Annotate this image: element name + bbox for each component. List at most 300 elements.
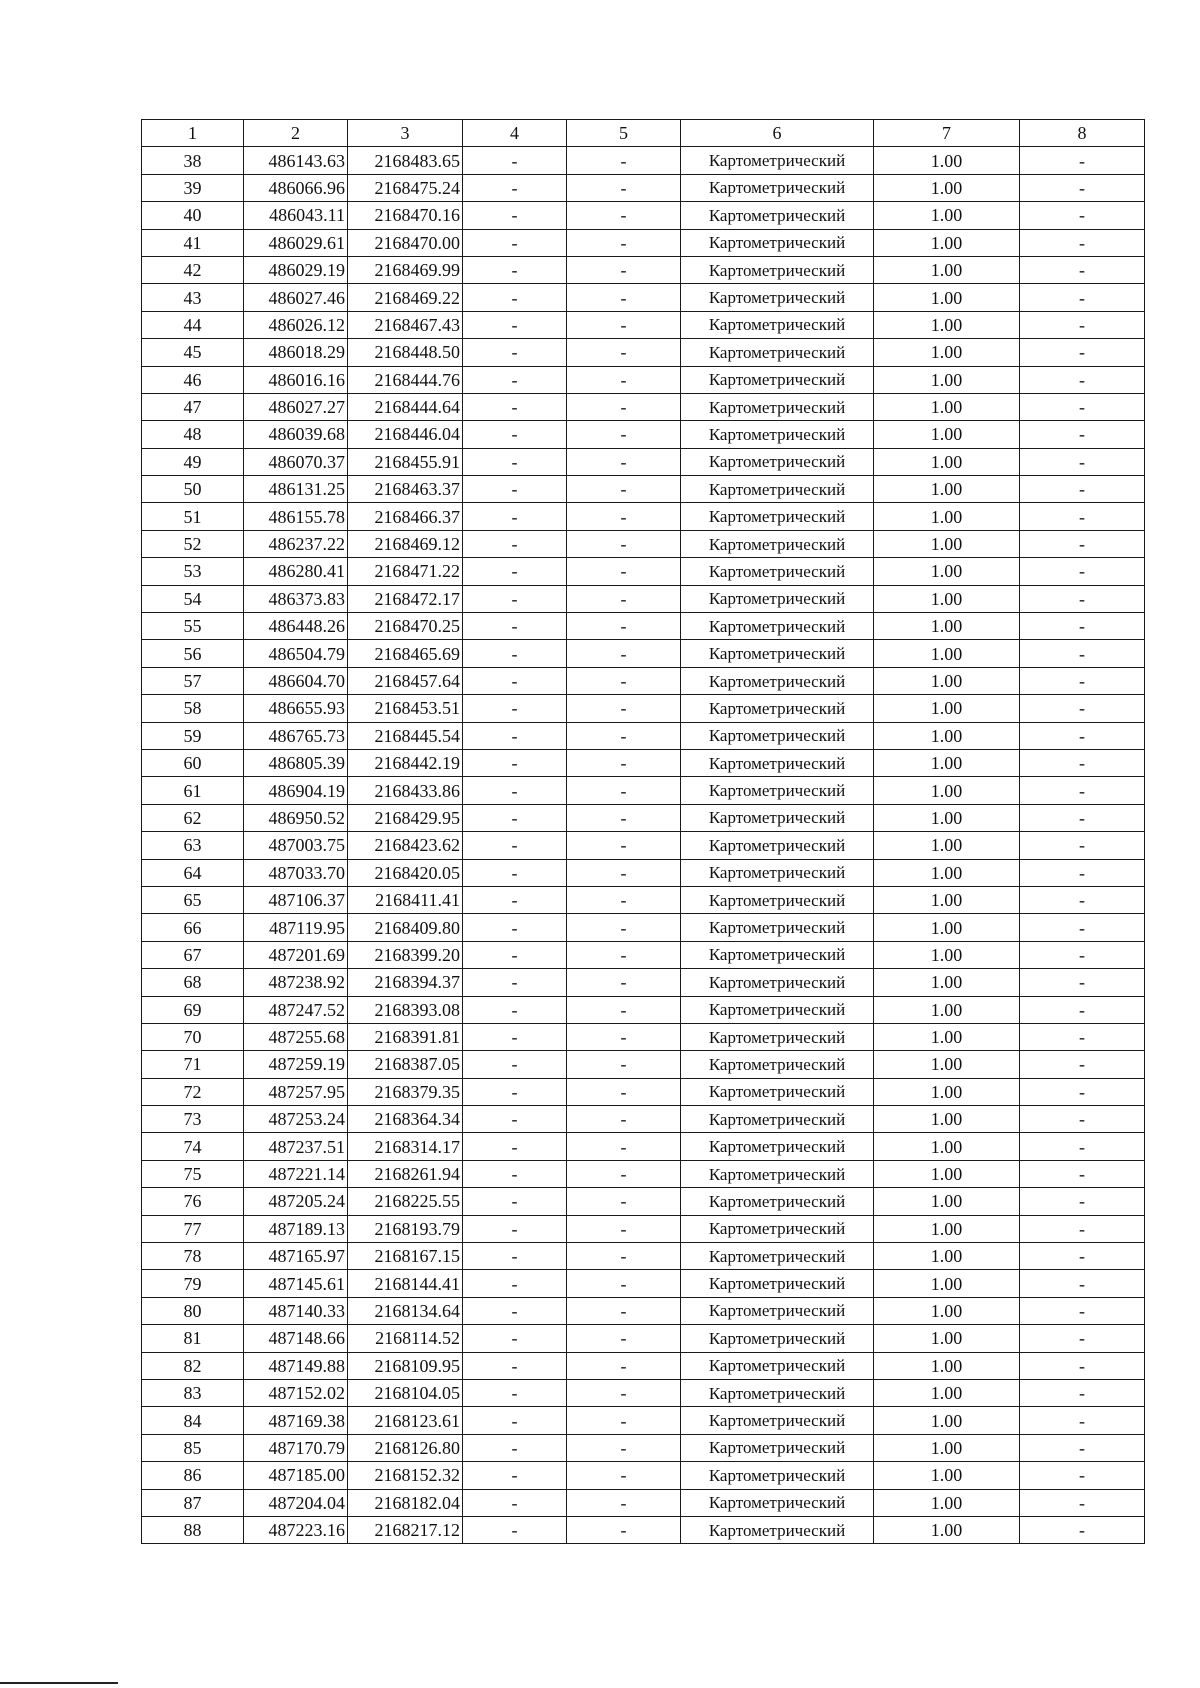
column-4-cell: - — [463, 1434, 567, 1461]
column-5-cell: - — [567, 749, 681, 776]
column-4-cell: - — [463, 749, 567, 776]
x-coordinate-cell: 487165.97 — [244, 1243, 348, 1270]
table-row — [142, 339, 1145, 366]
column-5-cell: - — [567, 229, 681, 256]
point-number-cell: 71 — [142, 1051, 244, 1078]
column-4-cell: - — [463, 421, 567, 448]
column-5-cell: - — [567, 366, 681, 393]
column-5-cell: - — [567, 1270, 681, 1297]
y-coordinate-cell: 2168217.12 — [348, 1516, 463, 1543]
accuracy-cell: 1.00 — [874, 1434, 1020, 1461]
column-4-cell: - — [463, 530, 567, 557]
y-coordinate-cell: 2168457.64 — [348, 667, 463, 694]
accuracy-cell: 1.00 — [874, 421, 1020, 448]
method-cell: Картометрический — [681, 393, 874, 420]
point-number-cell: 58 — [142, 695, 244, 722]
column-5-cell: - — [567, 448, 681, 475]
column-8-cell: - — [1020, 174, 1145, 201]
table-row — [142, 393, 1145, 420]
column-4-cell: - — [463, 667, 567, 694]
accuracy-cell: 1.00 — [874, 585, 1020, 612]
accuracy-cell: 1.00 — [874, 1215, 1020, 1242]
table-row — [142, 1297, 1145, 1324]
accuracy-cell: 1.00 — [874, 749, 1020, 776]
column-5-cell: - — [567, 174, 681, 201]
point-number-cell: 79 — [142, 1270, 244, 1297]
table-row — [142, 1516, 1145, 1543]
y-coordinate-cell: 2168444.64 — [348, 393, 463, 420]
point-number-cell: 62 — [142, 804, 244, 831]
column-5-cell: - — [567, 667, 681, 694]
method-cell: Картометрический — [681, 1078, 874, 1105]
column-4-cell: - — [463, 1106, 567, 1133]
column-8-cell: - — [1020, 448, 1145, 475]
y-coordinate-cell: 2168193.79 — [348, 1215, 463, 1242]
x-coordinate-cell: 487185.00 — [244, 1462, 348, 1489]
column-5-cell: - — [567, 1297, 681, 1324]
x-coordinate-cell: 487255.68 — [244, 1023, 348, 1050]
accuracy-cell: 1.00 — [874, 1051, 1020, 1078]
y-coordinate-cell: 2168144.41 — [348, 1270, 463, 1297]
accuracy-cell: 1.00 — [874, 1379, 1020, 1406]
column-8-cell: - — [1020, 503, 1145, 530]
column-5-cell: - — [567, 996, 681, 1023]
column-8-cell: - — [1020, 256, 1145, 283]
column-5-cell: - — [567, 476, 681, 503]
table-row — [142, 804, 1145, 831]
column-5-cell: - — [567, 1462, 681, 1489]
column-4-cell: - — [463, 1215, 567, 1242]
column-4-cell: - — [463, 1133, 567, 1160]
x-coordinate-cell: 487149.88 — [244, 1352, 348, 1379]
y-coordinate-cell: 2168471.22 — [348, 558, 463, 585]
accuracy-cell: 1.00 — [874, 996, 1020, 1023]
method-cell: Картометрический — [681, 174, 874, 201]
column-5-cell: - — [567, 613, 681, 640]
column-8-cell: - — [1020, 1051, 1145, 1078]
y-coordinate-cell: 2168104.05 — [348, 1379, 463, 1406]
y-coordinate-cell: 2168445.54 — [348, 722, 463, 749]
table-row — [142, 1023, 1145, 1050]
y-coordinate-cell: 2168387.05 — [348, 1051, 463, 1078]
column-4-cell: - — [463, 777, 567, 804]
table-row — [142, 695, 1145, 722]
point-number-cell: 38 — [142, 147, 244, 174]
y-coordinate-cell: 2168444.76 — [348, 366, 463, 393]
column-8-cell: - — [1020, 1215, 1145, 1242]
y-coordinate-cell: 2168448.50 — [348, 339, 463, 366]
column-8-cell: - — [1020, 1188, 1145, 1215]
method-cell: Картометрический — [681, 256, 874, 283]
column-8-cell: - — [1020, 1160, 1145, 1187]
column-5-cell: - — [567, 1325, 681, 1352]
method-cell: Картометрический — [681, 749, 874, 776]
x-coordinate-cell: 486155.78 — [244, 503, 348, 530]
y-coordinate-cell: 2168423.62 — [348, 832, 463, 859]
point-number-cell: 68 — [142, 969, 244, 996]
method-cell: Картометрический — [681, 695, 874, 722]
method-cell: Картометрический — [681, 1023, 874, 1050]
y-coordinate-cell: 2168469.12 — [348, 530, 463, 557]
y-coordinate-cell: 2168152.32 — [348, 1462, 463, 1489]
method-cell: Картометрический — [681, 1489, 874, 1516]
table-row — [142, 1243, 1145, 1270]
column-8-cell: - — [1020, 1297, 1145, 1324]
table-row — [142, 147, 1145, 174]
point-number-cell: 84 — [142, 1407, 244, 1434]
column-4-cell: - — [463, 503, 567, 530]
table-row — [142, 1270, 1145, 1297]
method-cell: Картометрический — [681, 613, 874, 640]
x-coordinate-cell: 486143.63 — [244, 147, 348, 174]
method-cell: Картометрический — [681, 804, 874, 831]
column-4-cell: - — [463, 695, 567, 722]
y-coordinate-cell: 2168409.80 — [348, 914, 463, 941]
method-cell: Картометрический — [681, 1160, 874, 1187]
accuracy-cell: 1.00 — [874, 256, 1020, 283]
point-number-cell: 66 — [142, 914, 244, 941]
column-8-cell: - — [1020, 832, 1145, 859]
column-4-cell: - — [463, 476, 567, 503]
column-8-cell: - — [1020, 339, 1145, 366]
point-number-cell: 82 — [142, 1352, 244, 1379]
column-8-cell: - — [1020, 1434, 1145, 1461]
point-number-cell: 61 — [142, 777, 244, 804]
table-row — [142, 1489, 1145, 1516]
column-8-cell: - — [1020, 393, 1145, 420]
column-4-cell: - — [463, 722, 567, 749]
column-8-cell: - — [1020, 969, 1145, 996]
x-coordinate-cell: 487003.75 — [244, 832, 348, 859]
column-5-cell: - — [567, 147, 681, 174]
y-coordinate-cell: 2168472.17 — [348, 585, 463, 612]
point-number-cell: 49 — [142, 448, 244, 475]
column-header: 1 — [142, 120, 244, 147]
accuracy-cell: 1.00 — [874, 941, 1020, 968]
accuracy-cell: 1.00 — [874, 914, 1020, 941]
column-header: 2 — [244, 120, 348, 147]
column-5-cell: - — [567, 339, 681, 366]
accuracy-cell: 1.00 — [874, 1297, 1020, 1324]
point-number-cell: 73 — [142, 1106, 244, 1133]
column-4-cell: - — [463, 311, 567, 338]
column-4-cell: - — [463, 1407, 567, 1434]
column-4-cell: - — [463, 1078, 567, 1105]
x-coordinate-cell: 487204.04 — [244, 1489, 348, 1516]
table-row — [142, 1352, 1145, 1379]
method-cell: Картометрический — [681, 1462, 874, 1489]
method-cell: Картометрический — [681, 1106, 874, 1133]
column-8-cell: - — [1020, 1352, 1145, 1379]
method-cell: Картометрический — [681, 1297, 874, 1324]
table-row — [142, 256, 1145, 283]
column-5-cell: - — [567, 1434, 681, 1461]
accuracy-cell: 1.00 — [874, 859, 1020, 886]
column-5-cell: - — [567, 256, 681, 283]
column-4-cell: - — [463, 613, 567, 640]
method-cell: Картометрический — [681, 1325, 874, 1352]
column-4-cell: - — [463, 1023, 567, 1050]
method-cell: Картометрический — [681, 530, 874, 557]
x-coordinate-cell: 486018.29 — [244, 339, 348, 366]
column-5-cell: - — [567, 202, 681, 229]
table-row — [142, 558, 1145, 585]
column-4-cell: - — [463, 941, 567, 968]
column-8-cell: - — [1020, 1133, 1145, 1160]
column-4-cell: - — [463, 256, 567, 283]
table-row — [142, 749, 1145, 776]
column-5-cell: - — [567, 421, 681, 448]
accuracy-cell: 1.00 — [874, 804, 1020, 831]
method-cell: Картометрический — [681, 202, 874, 229]
column-8-cell: - — [1020, 941, 1145, 968]
header-row — [142, 120, 1145, 147]
point-number-cell: 44 — [142, 311, 244, 338]
accuracy-cell: 1.00 — [874, 969, 1020, 996]
accuracy-cell: 1.00 — [874, 1462, 1020, 1489]
x-coordinate-cell: 487247.52 — [244, 996, 348, 1023]
column-8-cell: - — [1020, 284, 1145, 311]
y-coordinate-cell: 2168483.65 — [348, 147, 463, 174]
point-number-cell: 43 — [142, 284, 244, 311]
point-number-cell: 53 — [142, 558, 244, 585]
point-number-cell: 59 — [142, 722, 244, 749]
column-8-cell: - — [1020, 530, 1145, 557]
column-8-cell: - — [1020, 914, 1145, 941]
method-cell: Картометрический — [681, 914, 874, 941]
column-5-cell: - — [567, 1160, 681, 1187]
accuracy-cell: 1.00 — [874, 147, 1020, 174]
column-5-cell: - — [567, 914, 681, 941]
column-5-cell: - — [567, 1051, 681, 1078]
column-header: 3 — [348, 120, 463, 147]
column-4-cell: - — [463, 1297, 567, 1324]
point-number-cell: 87 — [142, 1489, 244, 1516]
x-coordinate-cell: 486655.93 — [244, 695, 348, 722]
y-coordinate-cell: 2168470.16 — [348, 202, 463, 229]
column-8-cell: - — [1020, 1407, 1145, 1434]
table-body — [142, 147, 1145, 1544]
y-coordinate-cell: 2168446.04 — [348, 421, 463, 448]
column-8-cell: - — [1020, 421, 1145, 448]
column-4-cell: - — [463, 1160, 567, 1187]
column-5-cell: - — [567, 393, 681, 420]
table-row — [142, 996, 1145, 1023]
column-8-cell: - — [1020, 147, 1145, 174]
method-cell: Картометрический — [681, 339, 874, 366]
accuracy-cell: 1.00 — [874, 777, 1020, 804]
x-coordinate-cell: 486016.16 — [244, 366, 348, 393]
accuracy-cell: 1.00 — [874, 1270, 1020, 1297]
column-8-cell: - — [1020, 667, 1145, 694]
column-4-cell: - — [463, 1188, 567, 1215]
point-number-cell: 81 — [142, 1325, 244, 1352]
footnote-divider — [0, 1682, 118, 1684]
method-cell: Картометрический — [681, 667, 874, 694]
y-coordinate-cell: 2168455.91 — [348, 448, 463, 475]
column-header: 6 — [681, 120, 874, 147]
accuracy-cell: 1.00 — [874, 1078, 1020, 1105]
column-4-cell: - — [463, 832, 567, 859]
y-coordinate-cell: 2168469.99 — [348, 256, 463, 283]
column-4-cell: - — [463, 1051, 567, 1078]
point-number-cell: 83 — [142, 1379, 244, 1406]
column-header: 4 — [463, 120, 567, 147]
column-5-cell: - — [567, 311, 681, 338]
column-header: 5 — [567, 120, 681, 147]
column-5-cell: - — [567, 832, 681, 859]
point-number-cell: 88 — [142, 1516, 244, 1543]
accuracy-cell: 1.00 — [874, 503, 1020, 530]
table-row — [142, 1434, 1145, 1461]
table-row — [142, 914, 1145, 941]
point-number-cell: 67 — [142, 941, 244, 968]
column-4-cell: - — [463, 1489, 567, 1516]
y-coordinate-cell: 2168467.43 — [348, 311, 463, 338]
x-coordinate-cell: 486131.25 — [244, 476, 348, 503]
y-coordinate-cell: 2168134.64 — [348, 1297, 463, 1324]
column-4-cell: - — [463, 1379, 567, 1406]
x-coordinate-cell: 487253.24 — [244, 1106, 348, 1133]
accuracy-cell: 1.00 — [874, 476, 1020, 503]
table-row — [142, 421, 1145, 448]
x-coordinate-cell: 487152.02 — [244, 1379, 348, 1406]
y-coordinate-cell: 2168429.95 — [348, 804, 463, 831]
accuracy-cell: 1.00 — [874, 1133, 1020, 1160]
y-coordinate-cell: 2168463.37 — [348, 476, 463, 503]
x-coordinate-cell: 486904.19 — [244, 777, 348, 804]
point-number-cell: 41 — [142, 229, 244, 256]
column-5-cell: - — [567, 886, 681, 913]
column-8-cell: - — [1020, 777, 1145, 804]
column-5-cell: - — [567, 1078, 681, 1105]
accuracy-cell: 1.00 — [874, 393, 1020, 420]
x-coordinate-cell: 486950.52 — [244, 804, 348, 831]
x-coordinate-cell: 487169.38 — [244, 1407, 348, 1434]
column-8-cell: - — [1020, 585, 1145, 612]
y-coordinate-cell: 2168420.05 — [348, 859, 463, 886]
table-row — [142, 941, 1145, 968]
table-row — [142, 284, 1145, 311]
column-8-cell: - — [1020, 996, 1145, 1023]
y-coordinate-cell: 2168466.37 — [348, 503, 463, 530]
y-coordinate-cell: 2168442.19 — [348, 749, 463, 776]
column-4-cell: - — [463, 229, 567, 256]
method-cell: Картометрический — [681, 585, 874, 612]
method-cell: Картометрический — [681, 969, 874, 996]
column-8-cell: - — [1020, 229, 1145, 256]
point-number-cell: 74 — [142, 1133, 244, 1160]
method-cell: Картометрический — [681, 448, 874, 475]
table-row — [142, 1160, 1145, 1187]
point-number-cell: 86 — [142, 1462, 244, 1489]
y-coordinate-cell: 2168225.55 — [348, 1188, 463, 1215]
accuracy-cell: 1.00 — [874, 284, 1020, 311]
column-5-cell: - — [567, 1243, 681, 1270]
y-coordinate-cell: 2168364.34 — [348, 1106, 463, 1133]
point-number-cell: 76 — [142, 1188, 244, 1215]
column-5-cell: - — [567, 969, 681, 996]
method-cell: Картометрический — [681, 1243, 874, 1270]
accuracy-cell: 1.00 — [874, 1106, 1020, 1133]
column-5-cell: - — [567, 1352, 681, 1379]
point-number-cell: 55 — [142, 613, 244, 640]
point-number-cell: 54 — [142, 585, 244, 612]
column-8-cell: - — [1020, 1325, 1145, 1352]
x-coordinate-cell: 487145.61 — [244, 1270, 348, 1297]
column-8-cell: - — [1020, 804, 1145, 831]
column-8-cell: - — [1020, 695, 1145, 722]
point-number-cell: 65 — [142, 886, 244, 913]
column-5-cell: - — [567, 530, 681, 557]
accuracy-cell: 1.00 — [874, 886, 1020, 913]
column-8-cell: - — [1020, 558, 1145, 585]
x-coordinate-cell: 487201.69 — [244, 941, 348, 968]
table-row — [142, 585, 1145, 612]
accuracy-cell: 1.00 — [874, 667, 1020, 694]
accuracy-cell: 1.00 — [874, 229, 1020, 256]
x-coordinate-cell: 486027.27 — [244, 393, 348, 420]
table-row — [142, 722, 1145, 749]
accuracy-cell: 1.00 — [874, 530, 1020, 557]
point-number-cell: 50 — [142, 476, 244, 503]
column-5-cell: - — [567, 503, 681, 530]
table-row — [142, 1078, 1145, 1105]
method-cell: Картометрический — [681, 1270, 874, 1297]
accuracy-cell: 1.00 — [874, 1352, 1020, 1379]
accuracy-cell: 1.00 — [874, 202, 1020, 229]
method-cell: Картометрический — [681, 886, 874, 913]
point-number-cell: 39 — [142, 174, 244, 201]
x-coordinate-cell: 486027.46 — [244, 284, 348, 311]
column-8-cell: - — [1020, 1462, 1145, 1489]
method-cell: Картометрический — [681, 1188, 874, 1215]
column-8-cell: - — [1020, 1078, 1145, 1105]
x-coordinate-cell: 486373.83 — [244, 585, 348, 612]
y-coordinate-cell: 2168126.80 — [348, 1434, 463, 1461]
x-coordinate-cell: 486448.26 — [244, 613, 348, 640]
x-coordinate-cell: 487259.19 — [244, 1051, 348, 1078]
accuracy-cell: 1.00 — [874, 1160, 1020, 1187]
y-coordinate-cell: 2168394.37 — [348, 969, 463, 996]
method-cell: Картометрический — [681, 147, 874, 174]
x-coordinate-cell: 486765.73 — [244, 722, 348, 749]
table-row — [142, 229, 1145, 256]
column-8-cell: - — [1020, 476, 1145, 503]
method-cell: Картометрический — [681, 558, 874, 585]
point-number-cell: 70 — [142, 1023, 244, 1050]
point-number-cell: 64 — [142, 859, 244, 886]
column-5-cell: - — [567, 1023, 681, 1050]
column-4-cell: - — [463, 585, 567, 612]
method-cell: Картометрический — [681, 996, 874, 1023]
column-5-cell: - — [567, 1489, 681, 1516]
point-number-cell: 51 — [142, 503, 244, 530]
method-cell: Картометрический — [681, 722, 874, 749]
column-header: 7 — [874, 120, 1020, 147]
accuracy-cell: 1.00 — [874, 832, 1020, 859]
method-cell: Картометрический — [681, 640, 874, 667]
coordinates-table — [141, 119, 1145, 1544]
column-4-cell: - — [463, 886, 567, 913]
column-4-cell: - — [463, 339, 567, 366]
x-coordinate-cell: 487257.95 — [244, 1078, 348, 1105]
column-4-cell: - — [463, 804, 567, 831]
column-8-cell: - — [1020, 640, 1145, 667]
table-row — [142, 640, 1145, 667]
column-5-cell: - — [567, 1133, 681, 1160]
column-4-cell: - — [463, 393, 567, 420]
